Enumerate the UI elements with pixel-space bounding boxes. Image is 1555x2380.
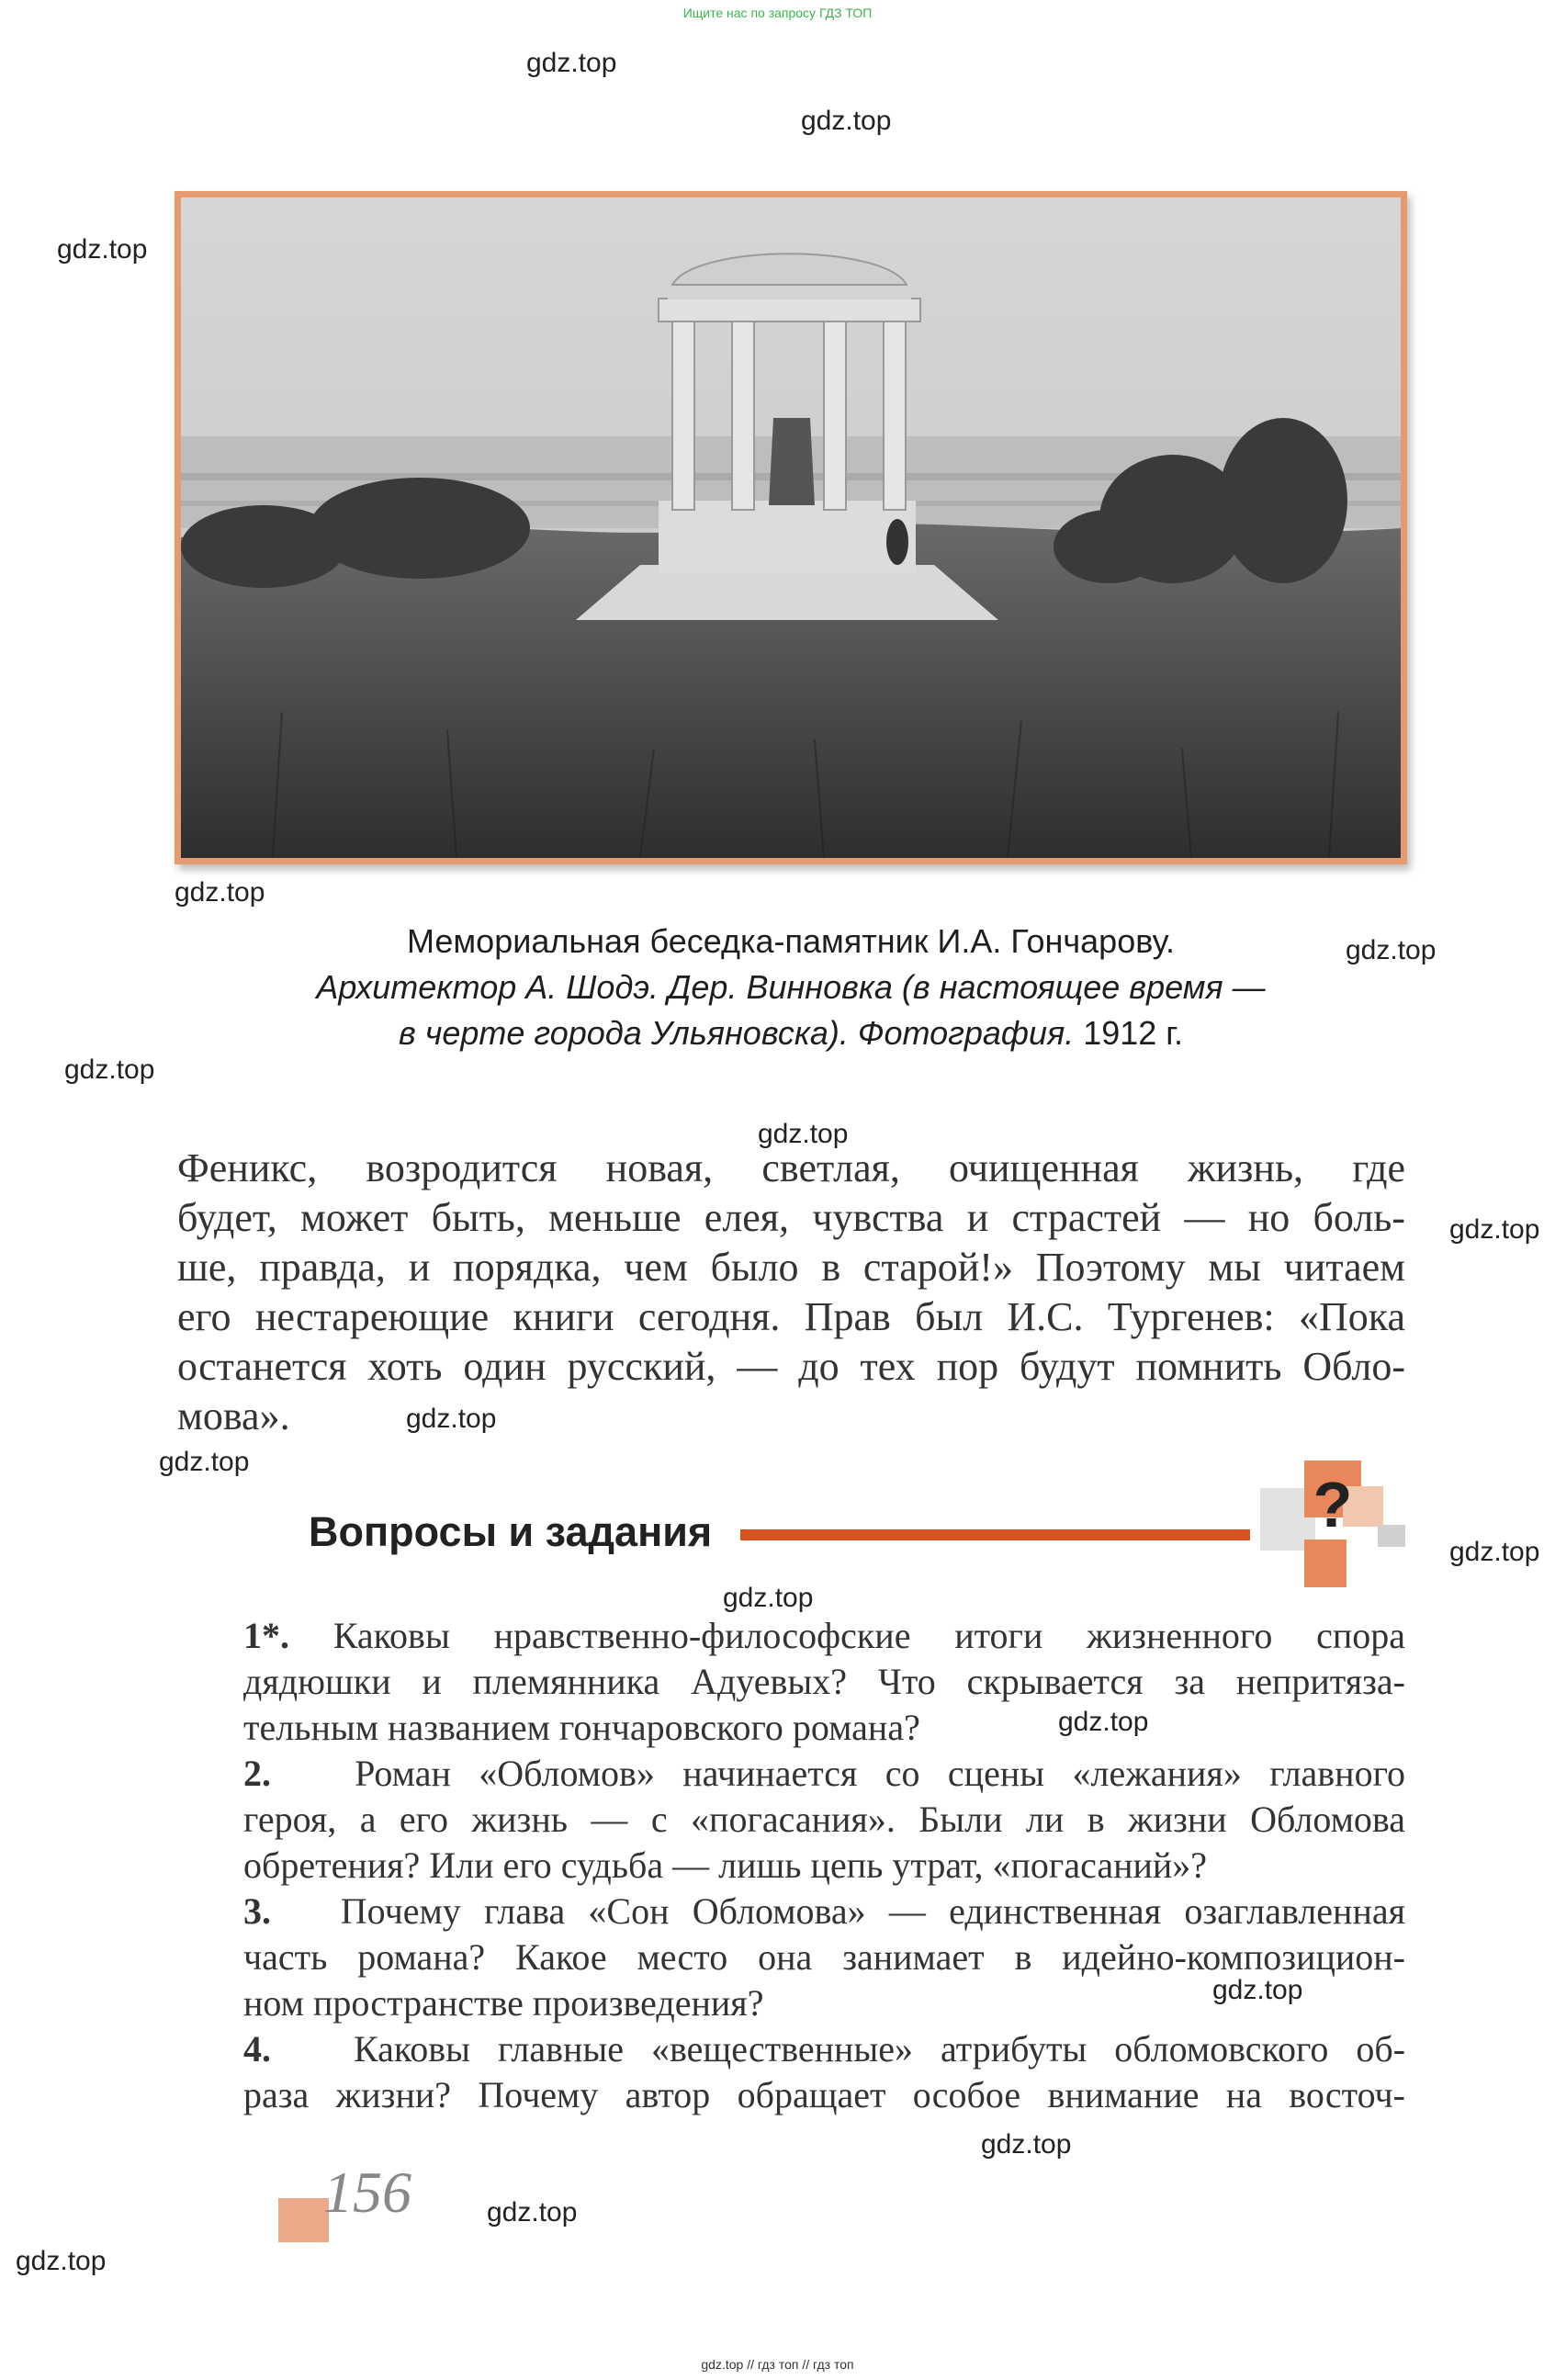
task-number: 2. [243,1753,271,1794]
watermark: gdz.top [723,1583,814,1613]
task-number: 4. [243,2028,271,2070]
watermark: gdz.top [1449,1537,1540,1567]
body-line: Феникс, возродится новая, светлая, очищенная жизнь, где [177,1145,1405,1190]
task-line: дядюшки и племянника Адуевых? Что скрывается за непритяза- [243,1661,1405,1702]
question-icon [1260,1461,1407,1589]
task-line: обретения? Или его судьба — лишь цепь утрат, «погасаний»? [243,1844,1208,1886]
caption-line-3: в черте города Ульяновска). Фотография. [398,1014,1075,1052]
footer-banner: gdz.top // гдз топ // гдз топ [701,2357,854,2372]
watermark: gdz.top [981,2129,1072,2160]
top-banner: Ищите нас по запросу ГДЗ ТОП [682,6,873,20]
body-line: останется хоть один русский, — до тех пор будут помнить Обло- [177,1344,1405,1389]
task-number: 1*. [243,1615,289,1656]
body-line: его нестареющие книги сегодня. Прав был И.С. Тургенев: «Пока [177,1294,1405,1339]
photo-caption [175,919,1407,1056]
watermark: gdz.top [175,877,265,908]
section-title: Вопросы и задания [309,1508,713,1555]
watermark: gdz.top [1449,1214,1540,1245]
page-number-marker [278,2198,329,2242]
watermark: gdz.top [16,2246,107,2276]
watermark: gdz.top [1346,935,1437,965]
tasks-list [243,1613,1405,2118]
body-line: будет, может быть, меньше елея, чувства и страстей — но боль- [177,1195,1405,1240]
task-line: тельным названием гончаровского романа? [243,1707,920,1748]
body-line: мова». [177,1393,290,1438]
section-title-rule [740,1529,1250,1540]
task-line: 1*. Каковы нравственно-философские итоги жизненного спора [243,1615,1405,1656]
watermark: gdz.top [64,1055,155,1085]
watermark: gdz.top [526,48,617,78]
watermark: gdz.top [159,1447,250,1477]
body-line: ше, правда, и порядка, чем было в старой!» Поэтому мы читаем [177,1245,1405,1290]
memorial-photo [175,191,1407,864]
watermark: gdz.top [57,234,148,265]
caption-line-1: Мемориальная беседка-памятник И.А. Гончарову. [407,922,1175,960]
task-line: 2. Роман «Обломов» начинается со сцены «лежания» главного [243,1753,1405,1794]
watermark: gdz.top [801,106,892,136]
watermark: gdz.top [1212,1975,1303,2005]
task-line: 4. Каковы главные «вещественные» атрибуты обломовского об- [243,2028,1406,2070]
task-line: 3. Почему глава «Сон Обломова» — единственная озаглавленная [243,1890,1406,1932]
page-number: 156 [323,2160,411,2225]
task-line: героя, а его жизнь — с «погасания». Были ли в жизни Обломова [243,1799,1405,1840]
watermark: gdz.top [406,1404,497,1434]
question-mark: ? [1313,1469,1353,1540]
watermark: gdz.top [487,2197,578,2228]
task-line: часть романа? Какое место она занимает в идейно-композицион- [243,1936,1405,1978]
caption-line-2: Архитектор А. Шодэ. Дер. Винновка (в настоящее время — [316,968,1266,1006]
task-line: ном пространстве произведения? [243,1982,764,2024]
caption-year: 1912 г. [1074,1014,1184,1052]
photo-illustration [181,197,1401,858]
body-paragraph [177,1144,1405,1441]
task-number: 3. [243,1890,271,1932]
watermark: gdz.top [1058,1707,1149,1737]
task-line: раза жизни? Почему автор обращает особое внимание на восточ- [243,2074,1405,2115]
watermark: gdz.top [758,1119,849,1149]
